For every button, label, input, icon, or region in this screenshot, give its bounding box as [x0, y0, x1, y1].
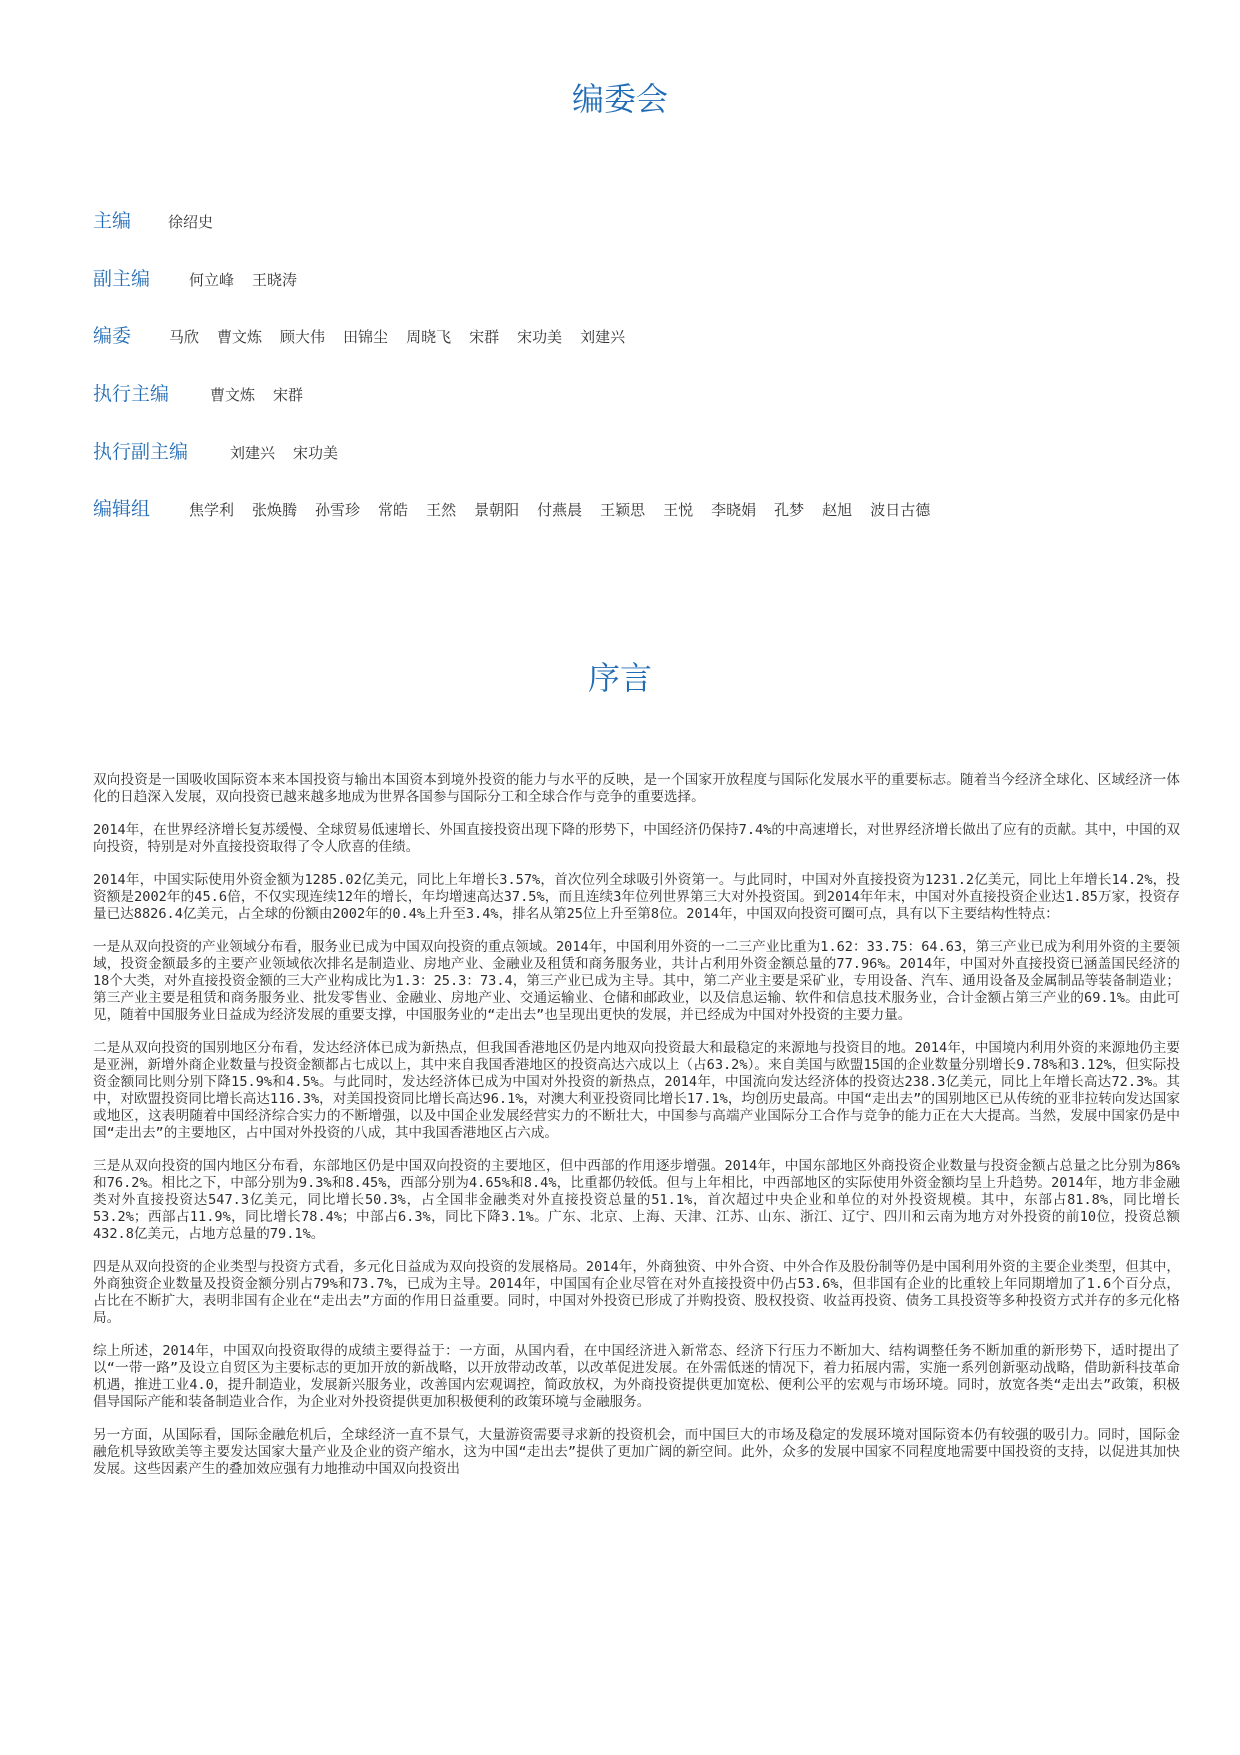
board-row-executive-editor [93, 379, 321, 406]
role-label: 执行副主编 [93, 441, 189, 463]
member-name: 焦学利 [189, 501, 235, 519]
member-name: 常皓 [378, 501, 409, 519]
member-name: 徐绍史 [168, 213, 214, 231]
names-list [189, 499, 948, 520]
member-name: 马欣 [169, 328, 200, 346]
preface-paragraph: 2014年，在世界经济增长复苏缓慢、全球贸易低速增长、外国直接投资出现下降的形势下，中国经济仍保持7.4%的中高速增长，对世界经济增长做出了应有的贡献。其中，中国的双向投资，特别是对外直接投资取得了令人欣喜的佳绩。 [93, 822, 1180, 855]
board-row-editorial-members [93, 321, 643, 348]
editorial-board-title: 编委会 [571, 80, 668, 118]
member-name: 孔梦 [774, 501, 805, 519]
preface-paragraph: 2014年，中国实际使用外资金额为1285.02亿美元，同比上年增长3.57%，首次位列全球吸引外资第一。与此同时，中国对外直接投资为1231.2亿美元，同比上年增长14.2%，投资额是2002年的45.6倍，不仅实现连续12年的增长，年均增速高达37.5%，而且连续3年位列世界第三大对外投资国。到2014年年末，中国对外直接投资企业达1.85万家，投资存量已达8826.4亿美元，占全球的份额由2002年的0.4%上升至3.4%，排名从第25位上升至第8位。2014年，中国双向投资可圈可点，具有以下主要结构性特点： [93, 872, 1180, 922]
board-row-deputy-editor [93, 264, 315, 291]
member-name: 宋群 [273, 386, 304, 404]
role-label: 编委 [93, 325, 132, 347]
names-list [230, 442, 356, 463]
preface-paragraph: 二是从双向投资的国别地区分布看，发达经济体已成为新热点，但我国香港地区仍是内地双向投资最大和最稳定的来源地与投资目的地。2014年，中国境内利用外资的来源地仍主要是亚洲，新增外商企业数量与投资金额都占七成以上，其中来自我国香港地区的投资高达六成以上（占63.2%）。来自美国与欧盟15国的企业数量分别增长9.78%和3.12%，但实际投资金额同比则分别下降15.9%和4.5%。与此同时，发达经济体已成为中国对外投资的新热点，2014年，中国流向发达经济体的投资达238.3亿美元，同比上年增长高达72.3%。其中，对欧盟投资同比增长高达116.3%，对美国投资同比增长高达96.1%，对澳大利亚投资同比增长17.1%，均创历史最高。中国“走出去”的国别地区已从传统的亚非拉转向发达国家或地区，这表明随着中国经济综合实力的不断增强，以及中国企业发展经营实力的不断壮大，中国参与高端产业国际分工合作与竞争的能力正在大大提高。当然，发展中国家仍是中国“走出去”的主要地区，占中国对外投资的八成，其中我国香港地区占六成。 [93, 1040, 1180, 1141]
member-name: 王晓涛 [252, 271, 298, 289]
member-name: 王颖思 [600, 501, 646, 519]
member-name: 曹文炼 [217, 328, 263, 346]
preface-paragraph: 一是从双向投资的产业领域分布看，服务业已成为中国双向投资的重点领域。2014年，中国利用外资的一二三产业比重为1.62：33.75：64.63，第三产业已成为利用外资的主要领域，投资金额最多的主要产业领域依次排名是制造业、房地产业、金融业及租赁和商务服务业，共计占利用外资金额总量的77.96%。2014年，中国对外直接投资已涵盖国民经济的18个大类，对外直接投资金额的三大产业构成比为1.3：25.3：73.4，第三产业已成为主导。其中，第二产业主要是采矿业，专用设备、汽车、通用设备及金属制品等装备制造业；第三产业主要是租赁和商务服务业、批发零售业、金融业、房地产业、交通运输业、仓储和邮政业，以及信息运输、软件和信息技术服务业，合计金额占第三产业的69.1%。由此可见，随着中国服务业日益成为经济发展的重要支撑，中国服务业的“走出去”也呈现出更快的发展，并已经成为中国对外投资的主要力量。 [93, 939, 1180, 1023]
member-name: 曹文炼 [210, 386, 256, 404]
preface-paragraph: 综上所述，2014年，中国双向投资取得的成绩主要得益于：一方面，从国内看，在中国经济进入新常态、经济下行压力不断加大、结构调整任务不断加重的新形势下，适时提出了以“一带一路”及设立自贸区为主要标志的更加开放的新战略，以开放带动改革，以改革促进发展。在外需低迷的情况下，着力拓展内需，实施一系列创新驱动战略，借助新科技革命机遇，推进工业4.0，提升制造业，发展新兴服务业，改善国内宏观调控，简政放权，为外商投资提供更加宽松、便利公平的宏观与市场环境。同时，放宽各类“走出去”政策，积极倡导国际产能和装备制造业合作，为企业对外投资提供更加积极便利的政策环境与金融服务。 [93, 1343, 1180, 1410]
member-name: 何立峰 [189, 271, 235, 289]
names-list [189, 269, 315, 290]
preface-body [93, 772, 1180, 1494]
role-label: 执行主编 [93, 383, 170, 405]
role-label: 主编 [93, 210, 132, 232]
preface-paragraph: 三是从双向投资的国内地区分布看，东部地区仍是中国双向投资的主要地区，但中西部的作用逐步增强。2014年，中国东部地区外商投资企业数量与投资金额占总量之比分别为86%和76.2%。相比之下，中部分别为9.3%和8.45%，西部分别为4.65%和8.4%，比重都仍较低。但与上年相比，中西部地区的实际使用外资金额均呈上升趋势。2014年，地方非金融类对外直接投资达547.3亿美元，同比增长50.3%，占全国非金融类对外直接投资总量的51.1%，首次超过中央企业和单位的对外投资规模。其中，东部占81.8%，同比增长53.2%；西部占11.9%，同比增长78.4%；中部占6.3%，同比下降3.1%。广东、北京、上海、天津、江苏、山东、浙江、辽宁、四川和云南为地方对外投资的前10位，投资总额432.8亿美元，占地方总量的79.1%。 [93, 1158, 1180, 1242]
preface-title: 序言 [587, 659, 652, 697]
member-name: 付燕晨 [537, 501, 583, 519]
member-name: 波日古德 [870, 501, 931, 519]
member-name: 周晓飞 [406, 328, 452, 346]
preface-paragraph: 双向投资是一国吸收国际资本来本国投资与输出本国资本到境外投资的能力与水平的反映，是一个国家开放程度与国际化发展水平的重要标志。随着当今经济全球化、区域经济一体化的日趋深入发展，双向投资已越来越多地成为世界各国参与国际分工和全球合作与竞争的重要选择。 [93, 772, 1180, 805]
member-name: 李晓娟 [711, 501, 757, 519]
member-name: 孙雪珍 [315, 501, 361, 519]
names-list [210, 384, 321, 405]
role-label: 副主编 [93, 268, 151, 290]
board-row-editorial-group [93, 494, 948, 521]
member-name: 景朝阳 [474, 501, 520, 519]
board-row-editor-in-chief [93, 206, 231, 233]
member-name: 田锦尘 [343, 328, 389, 346]
member-name: 宋功美 [517, 328, 563, 346]
preface-paragraph: 四是从双向投资的企业类型与投资方式看，多元化日益成为双向投资的发展格局。2014年，外商独资、中外合资、中外合作及股份制等仍是中国利用外资的主要企业类型，但其中，外商独资企业数量及投资金额分别占79%和73.7%，已成为主导。2014年，中国国有企业尽管在对外直接投资中仍占53.6%，但非国有企业的比重较上年同期增加了1.6个百分点，占比在不断扩大，表明非国有企业在“走出去”方面的作用日益重要。同时，中国对外投资已形成了并购投资、股权投资、收益再投资、债务工具投资等多种投资方式并存的多元化格局。 [93, 1259, 1180, 1326]
member-name: 王然 [426, 501, 457, 519]
role-label: 编辑组 [93, 498, 151, 520]
member-name: 赵旭 [822, 501, 853, 519]
preface-paragraph: 另一方面，从国际看，国际金融危机后，全球经济一直不景气，大量游资需要寻求新的投资机会，而中国巨大的市场及稳定的发展环境对国际资本仍有较强的吸引力。同时，国际金融危机导致欧美等主要发达国家大量产业及企业的资产缩水，这为中国“走出去”提供了更加广阔的新空间。此外，众多的发展中国家不同程度地需要中国投资的支持，以促进其加快发展。这些因素产生的叠加效应强有力地推动中国双向投资出 [93, 1427, 1180, 1477]
member-name: 王悦 [663, 501, 694, 519]
names-list [168, 211, 231, 232]
board-row-executive-deputy-editor [93, 437, 356, 464]
member-name: 刘建兴 [230, 444, 276, 462]
member-name: 刘建兴 [580, 328, 626, 346]
member-name: 张焕腾 [252, 501, 298, 519]
member-name: 宋群 [469, 328, 500, 346]
names-list [169, 326, 643, 347]
member-name: 宋功美 [293, 444, 339, 462]
member-name: 顾大伟 [280, 328, 326, 346]
